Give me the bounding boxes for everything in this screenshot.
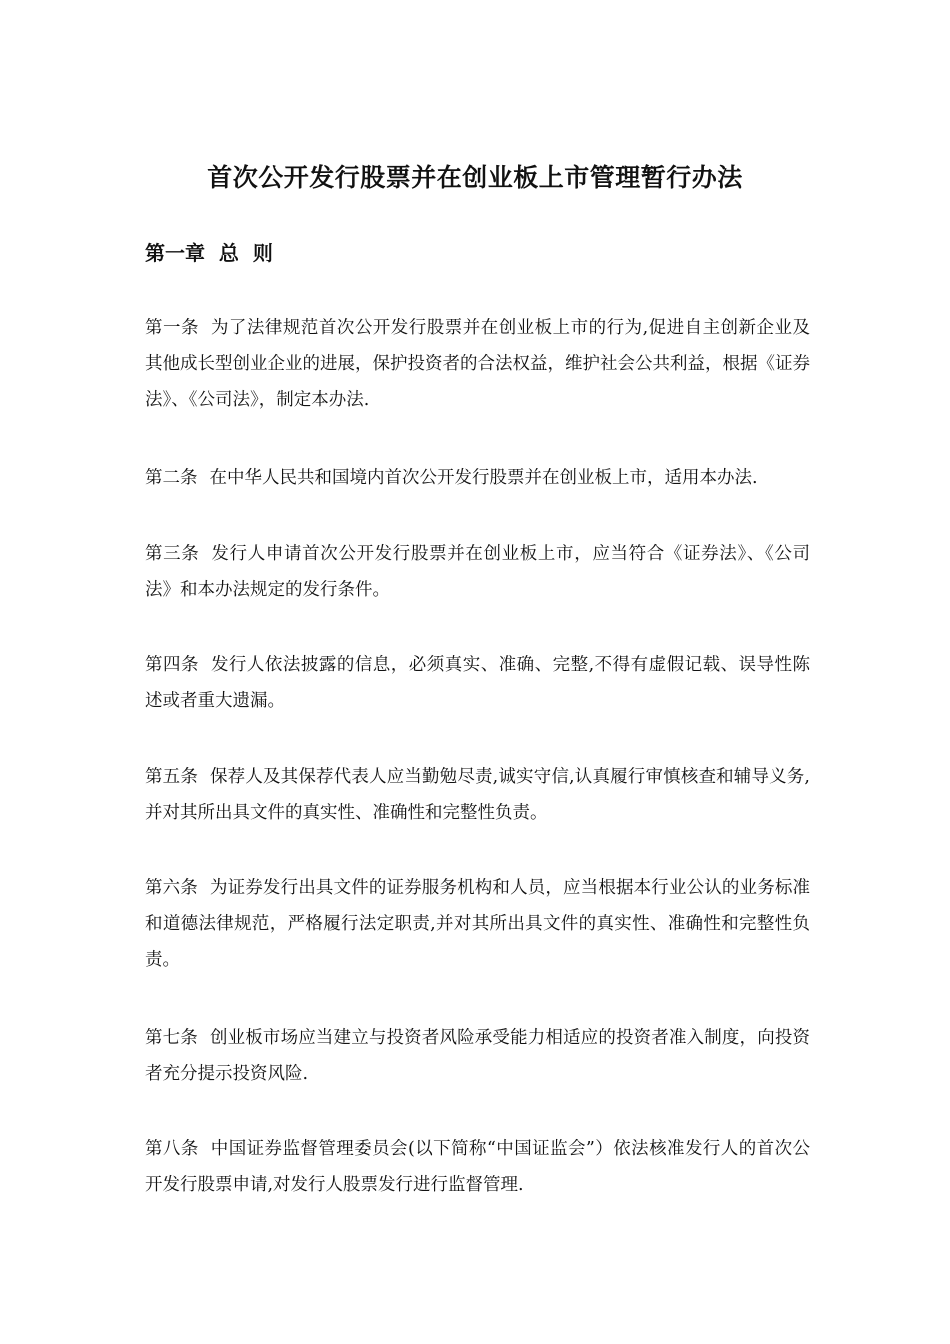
article-6 — [145, 870, 810, 978]
article-text: 在中华人民共和国境内首次公开发行股票并在创业板上市，适用本办法. — [209, 468, 758, 488]
document-title: 首次公开发行股票并在创业板上市管理暂行办法 — [207, 163, 743, 192]
article-3 — [145, 536, 810, 608]
article-1 — [145, 310, 810, 418]
article-label: 第一条 — [145, 318, 199, 338]
article-label: 第五条 — [145, 767, 198, 787]
article-7 — [145, 1020, 810, 1092]
article-label: 第七条 — [145, 1028, 198, 1048]
article-4 — [145, 647, 810, 719]
chapter-heading: 第一章 总 则 — [145, 241, 273, 265]
article-5 — [145, 759, 810, 831]
article-label: 第八条 — [145, 1139, 199, 1159]
article-text: 中国证券监督管理委员会(以下简称“中国证监会”）依法核准发行人的首次公开发行股票申请,对发行人股票发行进行监督管理. — [145, 1139, 811, 1195]
article-label: 第三条 — [145, 544, 200, 564]
article-label: 第四条 — [145, 655, 199, 675]
article-text: 发行人申请首次公开发行股票并在创业板上市，应当符合《证券法》、《公司法》和本办法规定的发行条件。 — [145, 544, 811, 600]
article-text: 发行人依法披露的信息，必须真实、准确、完整,不得有虚假记载、误导性陈述或者重大遗漏。 — [145, 655, 810, 711]
article-text: 保荐人及其保荐代表人应当勤勉尽责,诚实守信,认真履行审慎核查和辅导义务,并对其所出具文件的真实性、准确性和完整性负责。 — [145, 767, 810, 823]
article-8 — [145, 1131, 810, 1203]
article-text: 为证券发行出具文件的证券服务机构和人员，应当根据本行业公认的业务标准和道德法律规范，严格履行法定职责,并对其所出具文件的真实性、准确性和完整性负责。 — [145, 878, 811, 970]
article-label: 第二条 — [145, 468, 198, 488]
article-label: 第六条 — [145, 878, 198, 898]
article-2 — [145, 460, 810, 496]
article-text: 创业板市场应当建立与投资者风险承受能力相适应的投资者准入制度，向投资者充分提示投资风险. — [145, 1028, 811, 1084]
article-text: 为了法律规范首次公开发行股票并在创业板上市的行为,促进自主创新企业及其他成长型创业企业的进展，保护投资者的合法权益，维护社会公共利益，根据《证券法》、《公司法》，制定本办法. — [145, 318, 810, 410]
